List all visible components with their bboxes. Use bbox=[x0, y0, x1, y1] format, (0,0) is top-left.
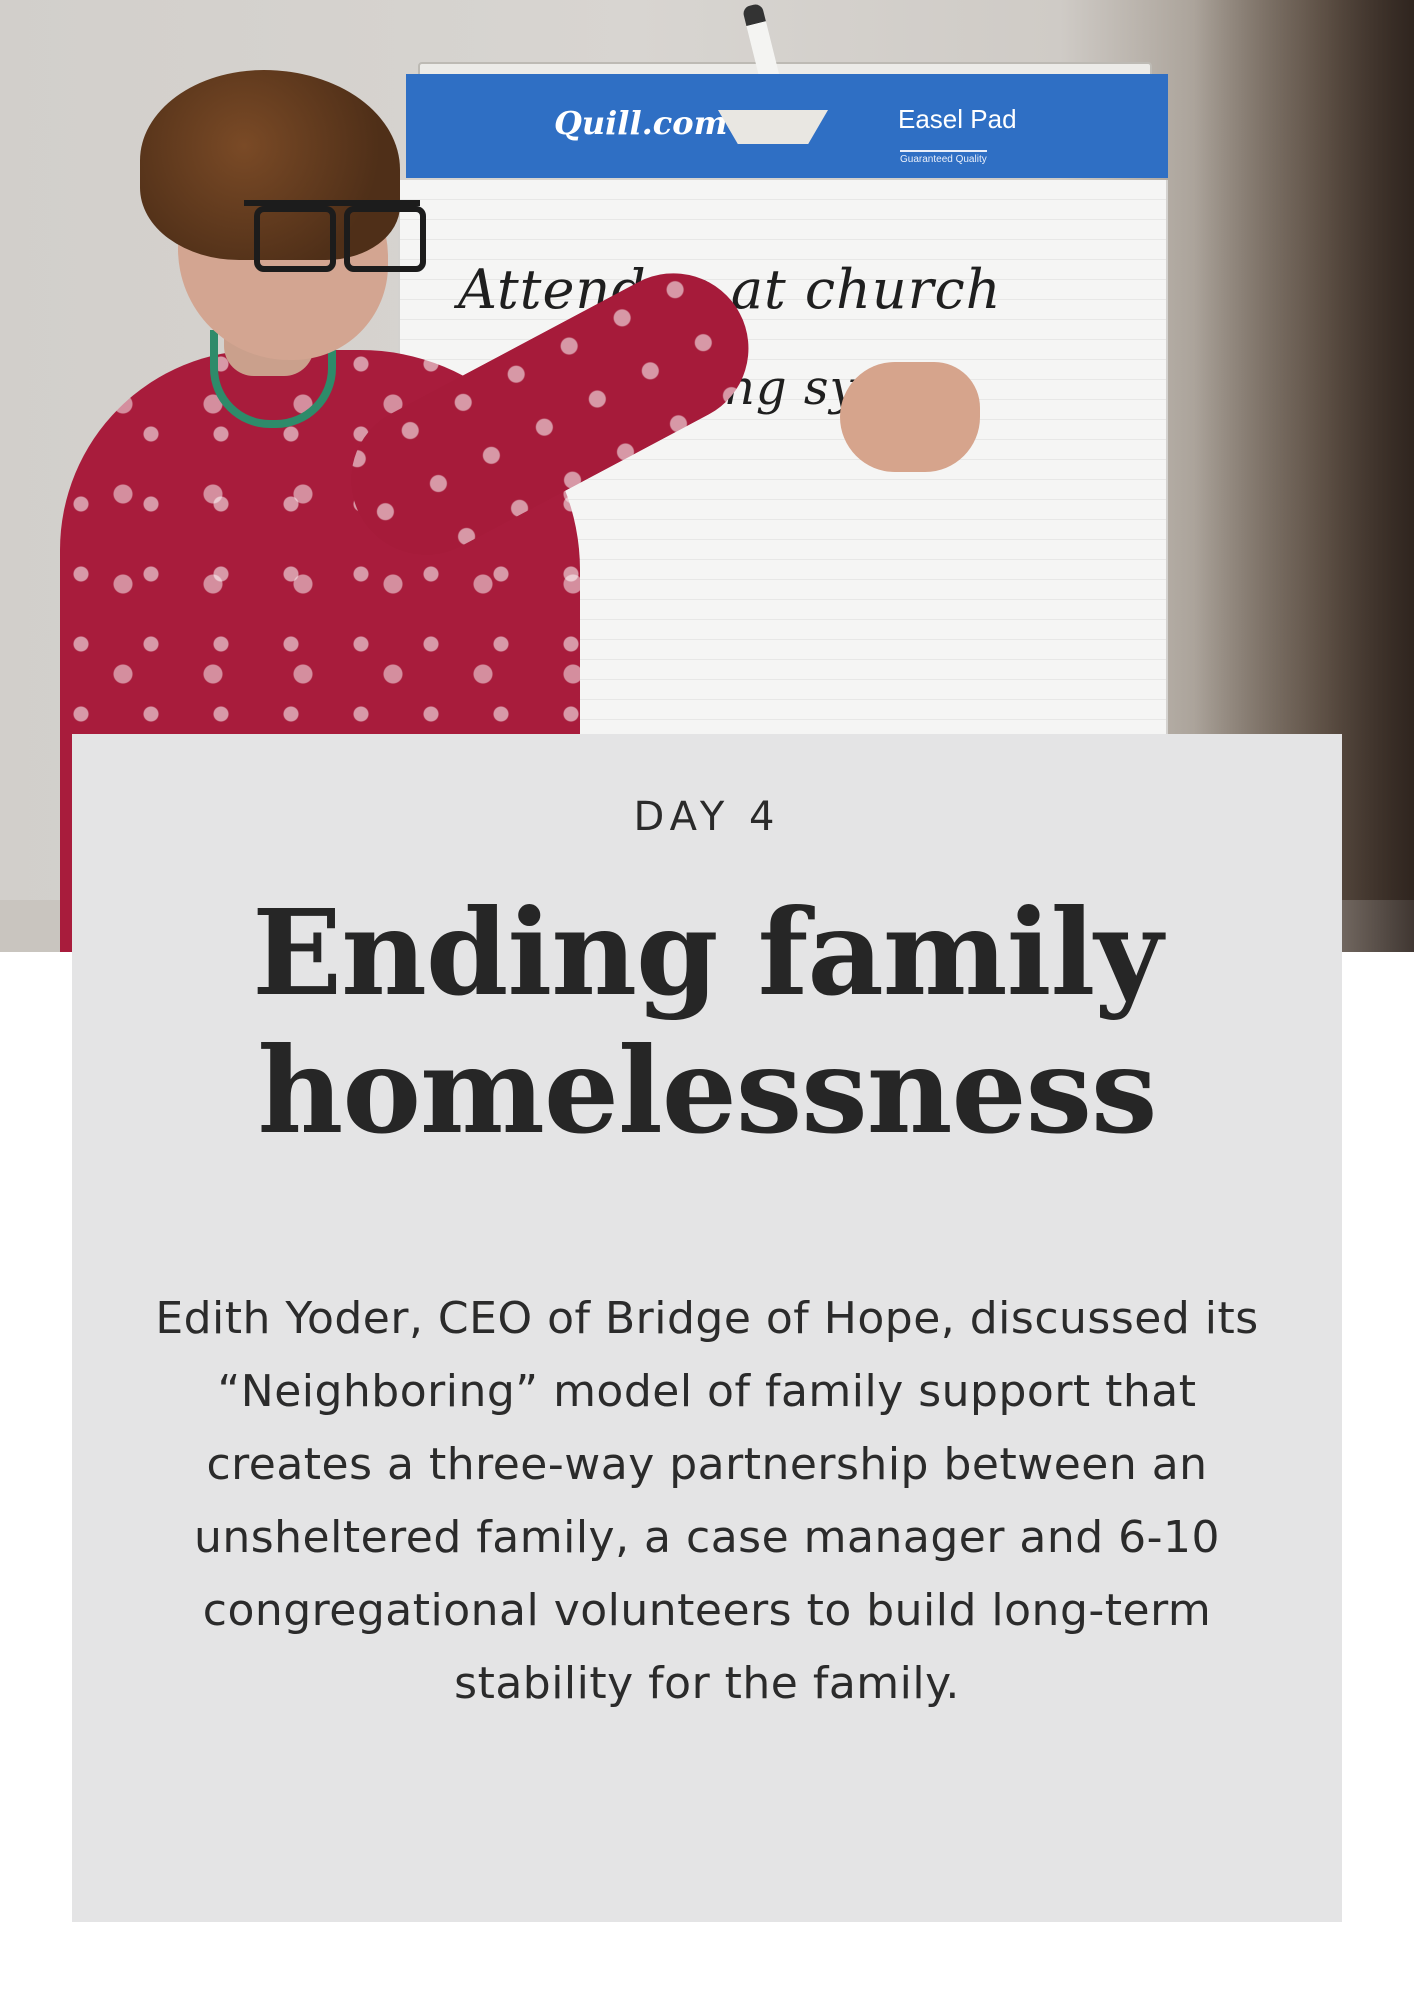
easel-tagline: Guaranteed Quality bbox=[900, 150, 987, 165]
headline-line-2: homelessness bbox=[257, 1021, 1157, 1160]
handwriting-line-1: Attendee at church bbox=[458, 258, 1002, 321]
handwriting-line-2: sy bbox=[803, 360, 858, 416]
easel-brand-logo: Quill.com bbox=[554, 104, 728, 142]
presenter-hand bbox=[840, 362, 980, 472]
easel-product-label: Easel Pad bbox=[898, 104, 1017, 134]
glasses-icon bbox=[244, 200, 420, 276]
story-card bbox=[72, 734, 1342, 1922]
day-label: DAY 4 bbox=[633, 794, 781, 840]
headline-line-1: Ending family bbox=[252, 883, 1162, 1022]
story-body: Edith Yoder, CEO of Bridge of Hope, discussed its “Neighboring” model of family support that creates a three-way partnership between an unsheltered family, a case manager and 6-10 congregational volunteers to build long-term stability for the family. bbox=[155, 1293, 1259, 1709]
headline bbox=[72, 884, 1342, 1160]
